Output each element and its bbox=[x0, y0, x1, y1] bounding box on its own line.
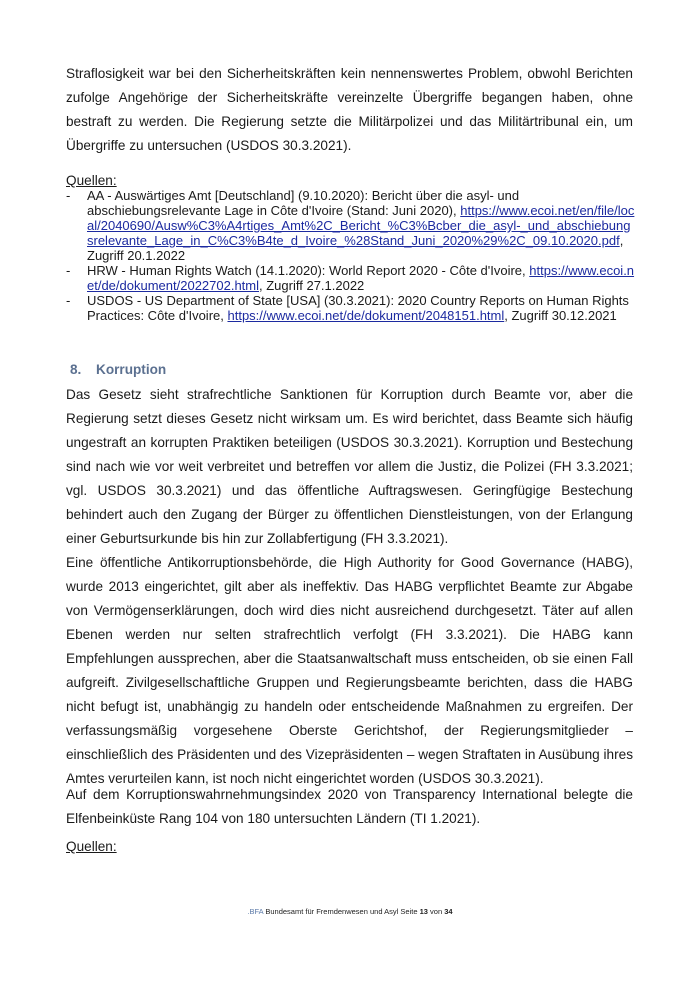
section-heading bbox=[66, 362, 633, 377]
source-item: - HRW - Human Rights Watch (14.1.2020): World Report 2020 - Côte d'Ivoire, https://www.ecoi.net/de/dokument/2022702.html, Zugriff 27.1.2022 bbox=[66, 263, 635, 293]
sources-heading: Quellen: bbox=[66, 839, 117, 854]
page-footer bbox=[0, 907, 700, 916]
source-item: - USDOS - US Department of State [USA] (30.3.2021): 2020 Country Reports on Human Rights Practices: Côte d'Ivoire, https://www.ecoi.net/de/dokument/2048151.html, Zugriff 30.12.2021 bbox=[66, 293, 629, 323]
source-item: - AA - Auswärtiges Amt [Deutschland] (9.10.2020): Bericht über die asyl- und abschiebungsrelevante Lage in Côte d'Ivoire (Stand: Juni 2020), https://www.ecoi.net/en/file/local/2040690/Ausw%C3%A4rtiges_Amt%2C_Bericht_%C3%Bcber_die_asyl-_und_abschiebungsrelevante_Lage_in_C%C3%B4te_d_Ivoire_%28Stand_Juni_2020%29%2C_09.10.2020.pdf, Zugriff 20.1.2022 bbox=[66, 188, 635, 263]
paragraph-cpi bbox=[66, 783, 633, 831]
page-number: 13 bbox=[419, 907, 428, 916]
source-text: AA - Auswärtiges Amt [Deutschland] (9.10.2020): Bericht über die asyl- und abschiebungsrelevante Lage in Côte d'Ivoire (Stand: Juni 2020), bbox=[87, 188, 520, 218]
page-total: 34 bbox=[444, 907, 453, 916]
paragraph-impunity bbox=[66, 62, 633, 158]
source-text: USDOS - US Department of State [USA] (30.3.2021): 2020 Country Reports on Human Rights Practices: Côte d'Ivoire, bbox=[87, 293, 629, 323]
paragraph-text: Straflosigkeit war bei den Sicherheitskräften kein nennenswertes Problem, obwohl Berichten zufolge Angehörige der Sicherheitskräfte vereinzelte Übergriffe begangen haben, ohne bestraft zu werden. Die Regierung setzte die Militärpolizei und das Militärtribunal ein, um Übergriffe zu untersuchen (USDOS 30.3.2021). bbox=[66, 66, 633, 153]
sources-list-container bbox=[66, 188, 636, 323]
sources-list bbox=[66, 188, 636, 323]
bfa-logo: .BFA bbox=[247, 907, 264, 916]
source-access-date: , Zugriff 27.1.2022 bbox=[259, 278, 365, 293]
source-access-date: , Zugriff 30.12.2021 bbox=[504, 308, 617, 323]
section-number: 8. bbox=[70, 362, 82, 377]
footer-text: Bundesamt für Fremdenwesen und Asyl Seite bbox=[263, 907, 420, 916]
section-title: Korruption bbox=[96, 362, 167, 377]
sources-heading: Quellen: bbox=[66, 173, 117, 188]
paragraph-text: Das Gesetz sieht strafrechtliche Sanktionen für Korruption durch Beamte vor, aber die Regierung setzt dieses Gesetz nicht wirksam um. Es wird berichtet, dass Beamte sich häufig ungestraft an korrupten Praktiken beteiligen (USDOS 30.3.2021). Korruption und Bestechung sind nach wie vor weit verbreitet und betreffen vor allem die Justiz, die Polizei (FH 3.3.2021; vgl. USDOS 30.3.2021) und das öffentliche Auftragswesen. Geringfügige Bestechung behindert auch den Zugang der Bürger zu öffentlichen Dienstleistungen, von der Erlangung einer Geburtsurkunde bis hin zur Zollabfertigung (FH 3.3.2021). bbox=[66, 387, 633, 546]
source-link[interactable]: https://www.ecoi.net/de/dokument/2048151.html bbox=[227, 308, 505, 323]
source-link[interactable]: https://www.ecoi.net/en/file/local/2040690/Ausw%C3%A4rtiges_Amt%2C_Bericht_%C3%Bcber_die_asyl-_und_abschiebungsrelevante_Lage_in_C%C3%B4te_d_Ivoire_%28Stand_Juni_2020%29%2C_09.10.2020.pdf bbox=[87, 203, 635, 248]
paragraph-text: Eine öffentliche Antikorruptionsbehörde, die High Authority for Good Governance (HABG), wurde 2013 eingerichtet, gilt aber als ineffektiv. Das HABG verpflichtet Beamte zur Abgabe von Vermögenserklärungen, doch wird dies nicht ausreichend durchgesetzt. Täter auf allen Ebenen werden nur selten strafrechtlich verfolgt (FH 3.3.2021). Die HABG kann Empfehlungen aussprechen, aber die Staatsanwaltschaft muss entscheiden, ob sie einen Fall aufgreift. Zivilgesellschaftliche Gruppen und Regierungsbeamte berichten, dass die HABG nicht befugt ist, unabhängig zu handeln oder entscheidende Maßnahmen zu ergreifen. Der verfassungsmäßig vorgesehene Oberste Gerichtshof, der Regierungsmitglieder – einschließlich des Präsidenten und des Vizepräsidenten – wegen Straftaten in Ausübung ihres Amtes verurteilen kann, ist noch nicht eingerichtet worden (USDOS 30.3.2021). bbox=[66, 555, 633, 786]
paragraph-habg bbox=[66, 551, 633, 791]
source-link[interactable]: https://www.ecoi.net/de/dokument/2022702.html bbox=[87, 263, 635, 293]
paragraph-corruption-law bbox=[66, 383, 633, 551]
source-text: HRW - Human Rights Watch (14.1.2020): World Report 2020 - Côte d'Ivoire, bbox=[87, 263, 530, 278]
source-access-date: , Zugriff 20.1.2022 bbox=[87, 233, 624, 263]
sources-label-2 bbox=[66, 838, 633, 856]
footer-of: von bbox=[427, 907, 445, 916]
paragraph-text: Auf dem Korruptionswahrnehmungsindex 2020 von Transparency International belegte die Elfenbeinküste Rang 104 von 180 untersuchten Ländern (TI 1.2021). bbox=[66, 787, 633, 826]
